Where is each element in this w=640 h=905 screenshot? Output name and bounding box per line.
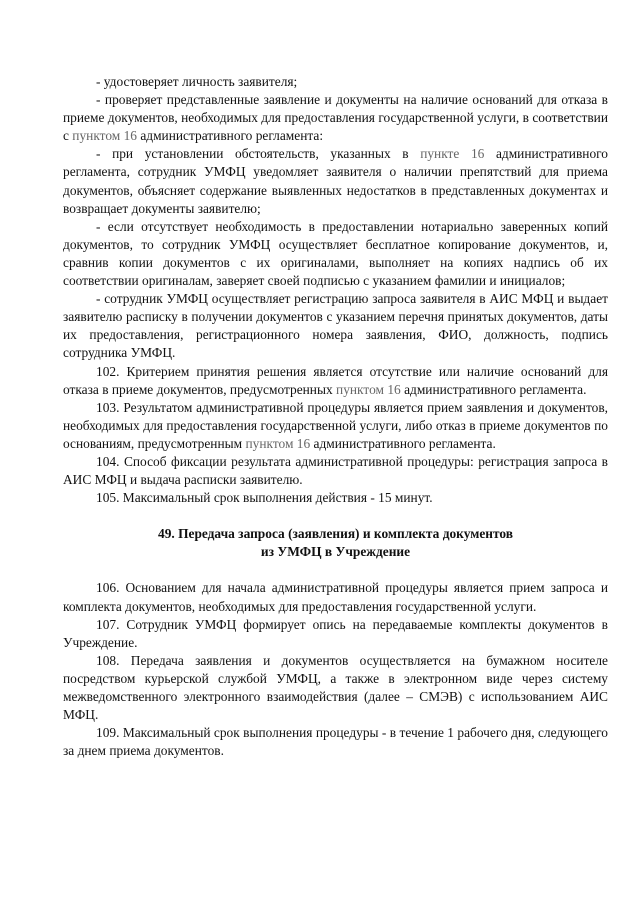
paragraph-text: административного регламента. (400, 381, 587, 397)
paragraph-text: - при установлении обстоятельств, указанных в (96, 146, 421, 162)
paragraph-text: 103. Результатом административной процедуры является прием заявления и документов, необходимых для предоставления государственной услуги, либо отказ в приеме документов по основаниям, предусмотренным (63, 399, 608, 451)
section-heading-line1: 49. Передача запроса (заявления) и комплекта документов (158, 526, 513, 542)
paragraph-text: 108. Передача заявления и документов осуществляется на бумажном носителе посредством курьерской службой УМФЦ, а также в электронном виде через систему межведомственного электронного взаимодействия (далее – СМЭВ) с использованием АИС МФЦ. (63, 652, 608, 723)
spacer (63, 561, 608, 579)
paragraph-text: 104. Способ фиксации результата административной процедуры: регистрация запроса в АИС МФЦ и выдача расписки заявителю. (63, 453, 608, 488)
paragraph-p4 (63, 218, 608, 290)
regulation-reference-link[interactable]: пунктом 16 (245, 435, 311, 451)
regulation-reference-link[interactable]: пункте 16 (420, 146, 485, 162)
regulation-reference-link[interactable]: пунктом 16 (72, 128, 137, 144)
paragraph-text: 105. Максимальный срок выполнения действия - 15 минут. (96, 490, 433, 506)
paragraph-p1 (63, 73, 608, 91)
paragraph-p104 (63, 453, 608, 489)
paragraphs-bottom (63, 579, 608, 760)
paragraph-text: 109. Максимальный срок выполнения процедуры - в течение 1 рабочего дня, следующего за днем приема документов. (63, 725, 608, 759)
paragraph-p102 (63, 363, 608, 399)
paragraphs-top (63, 73, 608, 507)
paragraph-p5 (63, 290, 608, 362)
paragraph-text: 107. Сотрудник УМФЦ формирует опись на передаваемые комплекты документов в Учреждение. (63, 616, 608, 650)
paragraph-p107 (63, 616, 608, 652)
paragraph-text: - проверяет представленные заявление и документы на наличие оснований для отказа в приеме документов, необходимых для предоставления государственной услуги, в соответствии с (63, 92, 608, 144)
paragraph-text: административного регламента, сотрудник УМФЦ уведомляет заявителя о наличии препятствий для приема документов, объясняет содержание выявленных недостатков в представленных документах и возвращает документы заявителю; (63, 146, 608, 216)
paragraph-text: 106. Основанием для начала административной процедуры является прием запроса и комплекта документов, необходимых для предоставления государственной услуги. (63, 580, 608, 614)
paragraph-text: - если отсутствует необходимость в предоставлении нотариально заверенных копий документов, то сотрудник УМФЦ осуществляет бесплатное копирование документов, и, сравнив копии документов с их оригиналами, выполняет на копиях надпись об их соответствии оригиналам, заверяет своей подписью с указанием фамилии и инициалов; (63, 218, 608, 289)
paragraph-p109 (63, 724, 608, 760)
section-heading-line2: из УМФЦ в Учреждение (260, 544, 411, 560)
paragraph-p106 (63, 579, 608, 615)
paragraph-p2 (63, 91, 608, 145)
paragraph-p103 (63, 399, 608, 453)
paragraph-p105 (63, 489, 608, 507)
paragraph-text: административного регламента. (310, 435, 496, 451)
paragraph-text: - сотрудник УМФЦ осуществляет регистрацию запроса заявителя в АИС МФЦ и выдает заявителю расписку в получении документов с указанием перечня принятых документов, даты их предоставления, регистрационного номера заявления, ФИО, должность, подпись сотрудника УМФЦ. (63, 291, 608, 361)
paragraph-text: 102. Критерием принятия решения является отсутствие или наличие оснований для отказа в приеме документов, предусмотренных (63, 363, 608, 397)
paragraph-text: административного регламента: (136, 128, 324, 144)
regulation-reference-link[interactable]: пунктом 16 (336, 381, 401, 397)
paragraph-p3 (63, 145, 608, 217)
spacer (63, 507, 608, 525)
paragraph-p108 (63, 652, 608, 724)
section-heading (63, 525, 608, 561)
paragraph-text: - удостоверяет личность заявителя; (96, 74, 298, 89)
